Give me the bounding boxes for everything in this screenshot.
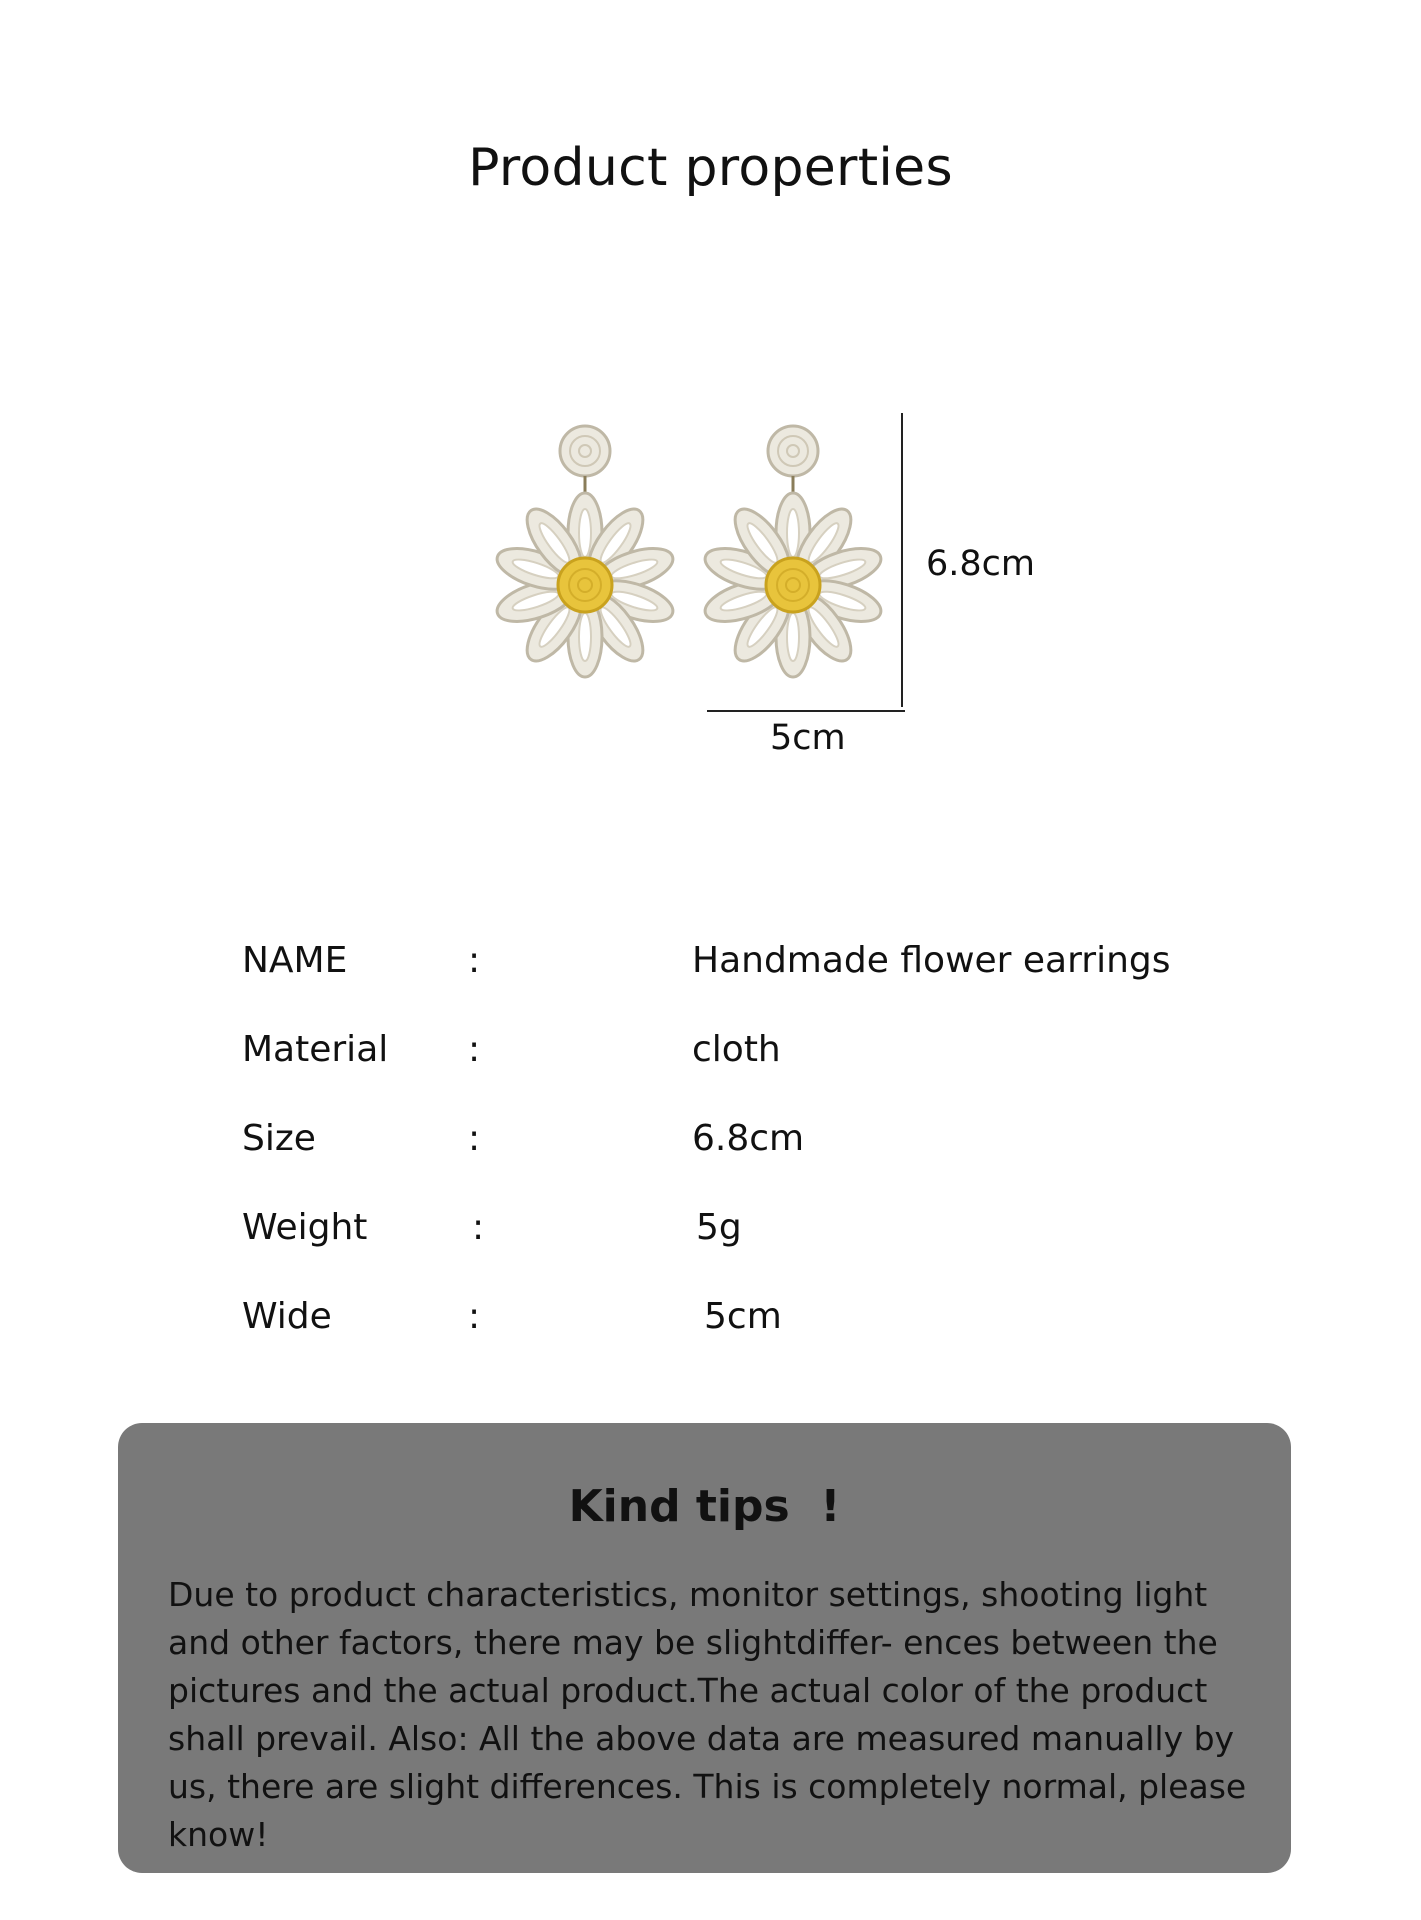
- property-row-wide: [242, 1296, 1242, 1385]
- property-label: Size: [242, 1118, 316, 1159]
- property-value: 5g: [696, 1207, 742, 1248]
- property-label: Material: [242, 1029, 389, 1070]
- earrings-illustration: [470, 405, 1050, 765]
- width-dimension-label: 5cm: [770, 718, 846, 758]
- property-separator: :: [468, 940, 481, 981]
- property-row-name: [242, 940, 1242, 1029]
- earring-left: [492, 426, 678, 677]
- property-label: Wide: [242, 1296, 332, 1337]
- property-label: Weight: [242, 1207, 368, 1248]
- property-value: 5cm: [704, 1296, 782, 1337]
- property-separator: :: [468, 1296, 481, 1337]
- property-separator: :: [468, 1118, 481, 1159]
- product-image: [470, 405, 1050, 765]
- property-separator: :: [468, 1029, 481, 1070]
- property-row-size: [242, 1118, 1242, 1207]
- page-title: Product properties: [468, 138, 953, 198]
- kind-tips-panel: [118, 1423, 1291, 1873]
- property-row-weight: [242, 1207, 1242, 1296]
- property-row-material: [242, 1029, 1242, 1118]
- height-dimension-label: 6.8cm: [926, 544, 1035, 584]
- properties-table: [242, 940, 1242, 1385]
- property-label: NAME: [242, 940, 348, 981]
- property-value: 6.8cm: [692, 1118, 805, 1159]
- kind-tips-body: Due to product characteristics, monitor settings, shooting light and other factors, there may be slightdiffer- ences between the pictures and the actual product.The actual color of the product shall prevail. Also: All the above data are measured manually by us, there are slight differences. This is completely normal, please know!: [168, 1575, 1247, 1854]
- property-separator: :: [472, 1207, 485, 1248]
- kind-tips-title: Kind tips !: [568, 1481, 841, 1532]
- property-value: Handmade flower earrings: [692, 940, 1171, 981]
- property-value: cloth: [692, 1029, 781, 1070]
- earring-right: [700, 426, 886, 677]
